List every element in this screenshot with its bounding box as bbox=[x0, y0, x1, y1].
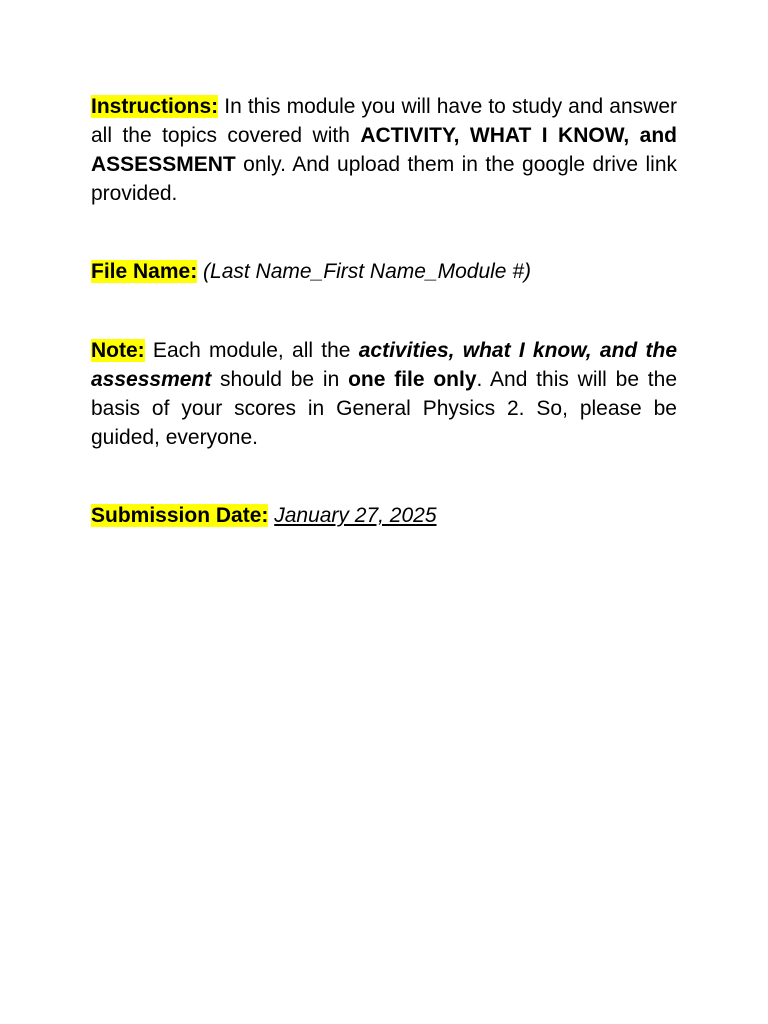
file-name-paragraph bbox=[91, 257, 677, 286]
note-text-1: Each module, all the bbox=[144, 339, 359, 362]
note-label: Note: bbox=[91, 339, 145, 362]
note-text-2: should be in bbox=[211, 368, 349, 391]
submission-label: Submission Date: bbox=[91, 504, 269, 527]
note-text-3: . And this will be the basis of your scores in General Physics 2. So, please be guided, everyone. bbox=[91, 368, 677, 449]
instructions-paragraph bbox=[91, 92, 677, 208]
note-paragraph bbox=[91, 336, 677, 452]
note-bold-italic: activities, what I know, and the assessment bbox=[91, 339, 677, 391]
instructions-label: Instructions: bbox=[91, 95, 219, 118]
submission-date: January 27, 2025 bbox=[274, 504, 437, 527]
note-bold-one-file: one file only bbox=[348, 368, 477, 391]
document-page bbox=[91, 92, 677, 530]
submission-paragraph bbox=[91, 501, 677, 530]
instructions-text-2: only. And upload them in the google drive link provided. bbox=[91, 153, 677, 205]
file-name-format: (Last Name_First Name_Module #) bbox=[197, 260, 531, 283]
instructions-text-1: In this module you will have to study and answer all the topics covered with bbox=[91, 95, 677, 147]
file-name-label: File Name: bbox=[91, 260, 198, 283]
instructions-bold-sections: ACTIVITY, WHAT I KNOW, and ASSESSMENT bbox=[91, 124, 677, 176]
